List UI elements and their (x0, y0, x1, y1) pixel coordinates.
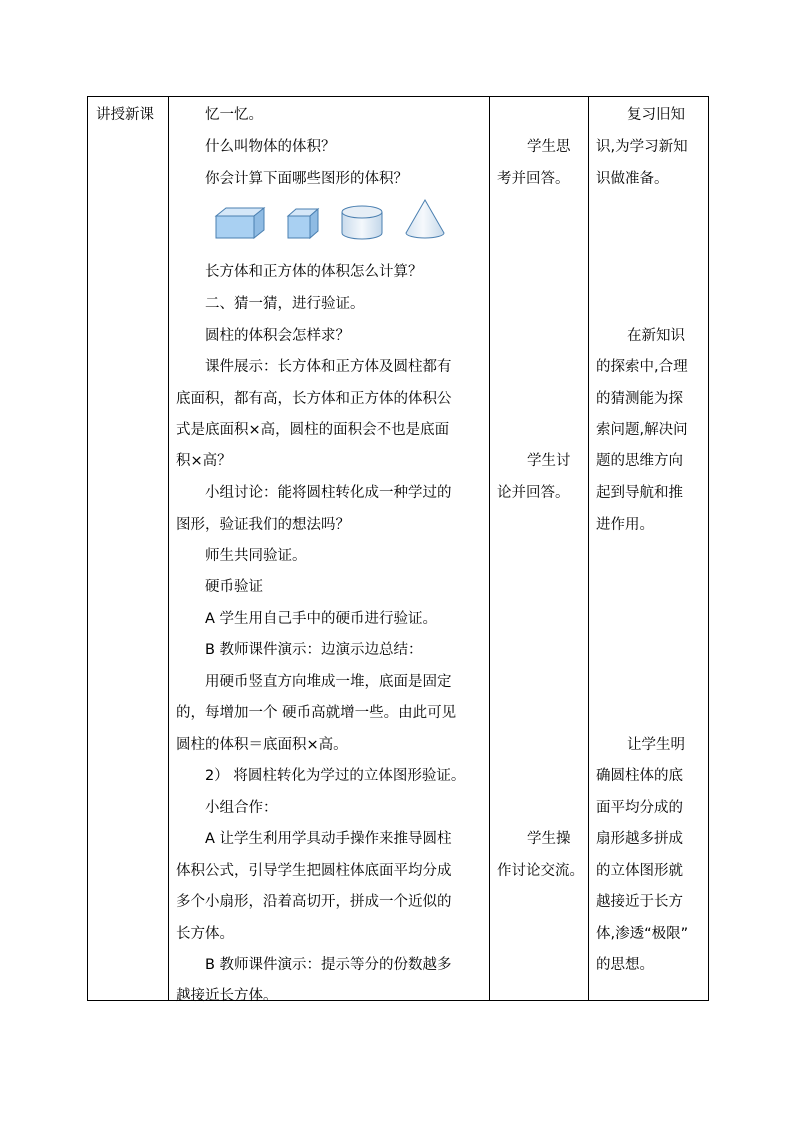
content-line: 的，每增加一个 硬币高就增一些。由此可见 (176, 705, 457, 721)
section-label: 讲授新课 (96, 107, 154, 123)
content-line: 图形，验证我们的想法吗？ (176, 517, 350, 533)
purpose-line: 的立体图形就 (596, 863, 683, 879)
purpose-line: 识做准备。 (596, 171, 669, 187)
content-line: 圆柱的体积＝底面积×高。 (176, 737, 348, 753)
content-line: 二、猜一猜，进行验证。 (205, 296, 365, 312)
cone-icon (406, 200, 444, 238)
content-line: 用硬币竖直方向堆成一堆，底面是固定 (205, 674, 452, 690)
section-cell (88, 97, 169, 1001)
content-line: B 教师课件演示：边演示边总结： (205, 642, 423, 658)
purpose-line: 的思想。 (596, 957, 654, 973)
content-line: B 教师课件演示：提示等分的份数越多 (205, 957, 452, 973)
student-line: 学生思 (527, 139, 571, 155)
content-line: 2） 将圆柱转化为学过的立体图形验证。 (205, 768, 466, 784)
content-line: 你会计算下面哪些图形的体积？ (205, 171, 408, 187)
content-line: 多个小扇形，沿着高切开，拼成一个近似的 (176, 894, 452, 910)
content-line: 底面积，都有高，长方体和正方体的体积公 (176, 391, 452, 407)
content-line: 长方体和正方体的体积怎么计算？ (205, 264, 423, 280)
cylinder-icon (342, 206, 382, 239)
solid-shapes-figure (206, 196, 454, 246)
content-line: 硬币验证 (205, 579, 263, 595)
student-line: 学生讨 (527, 453, 571, 469)
student-line: 论并回答。 (497, 485, 570, 501)
content-line: 圆柱的体积会怎样求？ (205, 328, 350, 344)
content-line: 课件展示：长方体和正方体及圆柱都有 (205, 359, 452, 375)
purpose-line: 的猜测能为探 (596, 391, 683, 407)
content-line: 小组讨论：能将圆柱转化成一种学过的 (205, 485, 452, 501)
content-line: A 让学生利用学具动手操作来推导圆柱 (205, 831, 452, 847)
student-activity-cell (490, 97, 589, 1001)
purpose-line: 在新知识 (627, 328, 685, 344)
cuboid-icon (216, 208, 264, 238)
purpose-line: 体,渗透“极限” (596, 926, 689, 942)
content-line: 长方体。 (176, 926, 234, 942)
purpose-line: 起到导航和推 (596, 485, 683, 501)
purpose-line: 进作用。 (596, 517, 654, 533)
content-line: 式是底面积×高，圆柱的面积会不也是底面 (176, 422, 450, 438)
content-line: 师生共同验证。 (205, 548, 307, 564)
purpose-line: 复习旧知 (627, 107, 685, 123)
student-line: 学生操 (527, 831, 571, 847)
content-line: 什么叫物体的体积？ (205, 139, 336, 155)
purpose-line: 让学生明 (627, 737, 685, 753)
content-line: 忆一忆。 (205, 107, 263, 123)
student-line: 作讨论交流。 (497, 863, 584, 879)
purpose-line: 扇形越多拼成 (596, 831, 683, 847)
purpose-line: 确圆柱体的底 (596, 768, 683, 784)
design-intent-cell (589, 97, 709, 1001)
cube-icon (288, 209, 318, 238)
content-line: A 学生用自己手中的硬币进行验证。 (205, 611, 438, 627)
purpose-line: 题的思维方向 (596, 453, 683, 469)
purpose-line: 识,为学习新知 (596, 139, 688, 155)
purpose-line: 面平均分成的 (596, 800, 683, 816)
content-line: 小组合作： (205, 800, 278, 816)
content-line: 体积公式，引导学生把圆柱体底面平均分成 (176, 863, 452, 879)
purpose-line: 索问题,解决问 (596, 422, 688, 438)
content-line: 越接近长方体。 (176, 988, 278, 1004)
purpose-line: 越接近于长方 (596, 894, 683, 910)
content-line: 积×高？ (176, 453, 232, 469)
student-line: 考并回答。 (497, 171, 570, 187)
purpose-line: 的探索中,合理 (596, 359, 688, 375)
